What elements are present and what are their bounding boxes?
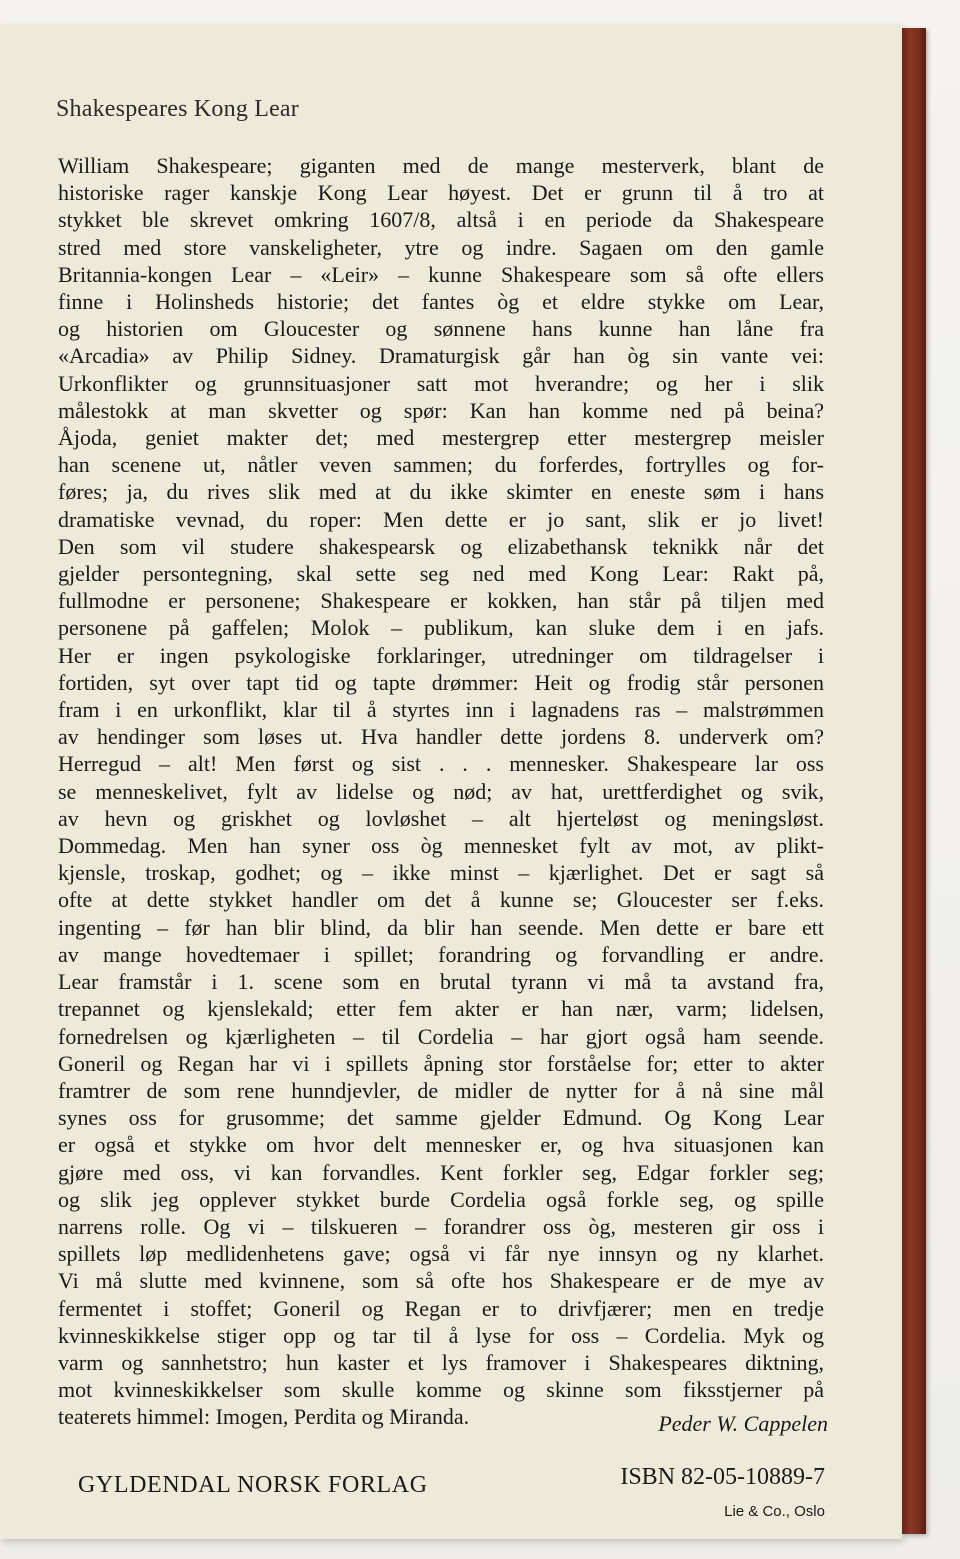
- blurb-line: av hendinger som løses ut. Hva handler dette jordens 8. underverk om?: [58, 724, 824, 750]
- book-spine-edge: [902, 28, 926, 1534]
- blurb-line: føres; ja, du rives slik med at du ikke skimter en eneste søm i hans: [58, 479, 824, 505]
- blurb-line: finne i Holinsheds historie; det fantes òg et eldre stykke om Lear,: [58, 289, 824, 315]
- blurb-line: trepannet og kjenslekald; etter fem akter er han nær, varm; lidelsen,: [58, 996, 824, 1022]
- blurb-line: fullmodne er personene; Shakespeare er kokken, han står på tiljen med: [58, 588, 824, 614]
- blurb-line: gjøre med oss, vi kan forvandles. Kent forkler seg, Edgar forkler seg;: [58, 1159, 824, 1185]
- blurb-line: Her er ingen psykologiske forklaringer, utredninger om tildragelser i: [58, 642, 824, 668]
- blurb-line: og slik jeg opplever stykket burde Cordelia også forkle seg, og spille: [58, 1186, 824, 1212]
- blurb-line: fermentet i stoffet; Goneril og Regan er to drivfjærer; men en tredje: [58, 1295, 824, 1321]
- blurb-line: Den som vil studere shakespearsk og elizabethansk teknikk når det: [58, 533, 824, 559]
- blurb-line: er også et stykke om hvor delt mennesker er, og hva situasjonen kan: [58, 1132, 824, 1158]
- blurb-line: spillets løp medlidenhetens gave; også vi får nye innsyn og ny klarhet.: [58, 1241, 824, 1267]
- blurb-line: han scenene ut, nåtler veven sammen; du forferdes, fortrylles og for-: [58, 452, 824, 478]
- blurb-line: Goneril og Regan har vi i spillets åpning stor forståelse for; etter to akter: [58, 1050, 824, 1076]
- blurb-line: framtrer de som rene hunndjevler, de midler de nytter for å nå sine mål: [58, 1077, 824, 1103]
- blurb-line: «Arcadia» av Philip Sidney. Dramaturgisk går han òg sin vante vei:: [58, 343, 824, 369]
- publisher-name: GYLDENDAL NORSK FORLAG: [78, 1472, 428, 1498]
- blurb-line: personene på gaffelen; Molok – publikum, kan sluke dem i en jafs.: [58, 615, 824, 641]
- blurb-line: teaterets himmel: Imogen, Perdita og Miranda.: [58, 1404, 470, 1430]
- blurb-text: [58, 152, 824, 1431]
- author-signature: Peder W. Cappelen: [658, 1411, 828, 1436]
- blurb-line: Åjoda, geniet makter det; med mestergrep etter mestergrep meisler: [58, 425, 824, 451]
- blurb-line: se menneskelivet, fylt av lidelse og nød; av hat, urettferdighet og svik,: [58, 778, 824, 804]
- printer-credit: Lie & Co., Oslo: [724, 1503, 825, 1520]
- blurb-line: kjensle, troskap, godhet; og – ikke minst – kjærlighet. Det er sagt så: [58, 860, 824, 886]
- blurb-line: Vi må slutte med kvinnene, som så ofte hos Shakespeare er de mye av: [58, 1268, 824, 1294]
- blurb-line: gjelder persontegning, skal sette seg ned med Kong Lear: Rakt på,: [58, 561, 824, 587]
- blurb-line: fornedrelsen og kjærligheten – til Cordelia – har gjort også ham seende.: [58, 1023, 824, 1049]
- blurb-line: Lear framstår i 1. scene som en brutal tyrann vi må ta avstand fra,: [58, 969, 824, 995]
- blurb-line: fortiden, syt over tapt tid og tapte drømmer: Heit og frodig står personen: [58, 669, 824, 695]
- blurb-line: fram i en urkonflikt, klar til å styrtes inn i lagnadens ras – malstrømmen: [58, 697, 824, 723]
- blurb-line: ingenting – før han blir blind, da blir han seende. Men dette er bare ett: [58, 914, 824, 940]
- blurb-line: varm og sannhetstro; hun kaster et lys framover i Shakespeares diktning,: [58, 1349, 824, 1375]
- blurb-line: William Shakespeare; giganten med de mange mesterverk, blant de: [58, 153, 824, 178]
- blurb-line: målestokk at man skvetter og spør: Kan han komme ned på beina?: [58, 397, 824, 423]
- blurb-line: av mange hovedtemaer i spillet; forandring og forvandling er andre.: [58, 941, 824, 967]
- blurb-line: historiske rager kanskje Kong Lear høyest. Det er grunn til å tro at: [58, 180, 824, 206]
- blurb-line: og historien om Gloucester og sønnene hans kunne han låne fra: [58, 316, 824, 342]
- blurb-line: stykket ble skrevet omkring 1607/8, altså i en periode da Shakespeare: [58, 207, 824, 233]
- blurb-line: ofte at dette stykket handler om det å kunne se; Gloucester ser f.eks.: [58, 887, 824, 913]
- blurb-line: Dommedag. Men han syner oss òg mennesket fylt av mot, av plikt-: [58, 833, 824, 859]
- blurb-line: kvinneskikkelse stiger opp og tar til å lyse for oss – Cordelia. Myk og: [58, 1322, 824, 1348]
- isbn-number: ISBN 82-05-10889-7: [620, 1464, 825, 1490]
- cover-heading: Shakespeares Kong Lear: [56, 96, 299, 122]
- blurb-line: synes oss for grusomme; det samme gjelder Edmund. Og Kong Lear: [58, 1105, 824, 1131]
- blurb-line: Herregud – alt! Men først og sist . . . mennesker. Shakespeare lar oss: [58, 751, 824, 777]
- blurb-line: narrens rolle. Og vi – tilskueren – forandrer oss òg, mesteren gir oss i: [58, 1213, 824, 1239]
- blurb-line: stred med store vanskeligheter, ytre og indre. Sagaen om den gamle: [58, 234, 824, 260]
- blurb-line: Britannia-kongen Lear – «Leir» – kunne Shakespeare som så ofte ellers: [58, 261, 824, 287]
- blurb-line: dramatiske vevnad, du roper: Men dette er jo sant, slik er jo livet!: [58, 506, 824, 532]
- blurb-line: av hevn og griskhet og lovløshet – alt hjerteløst og meningsløst.: [58, 805, 824, 831]
- blurb-line: Urkonflikter og grunnsituasjoner satt mot hverandre; og her i slik: [58, 370, 824, 396]
- blurb-line: mot kvinneskikkelser som skulle komme og skinne som fiksstjerner på: [58, 1377, 824, 1403]
